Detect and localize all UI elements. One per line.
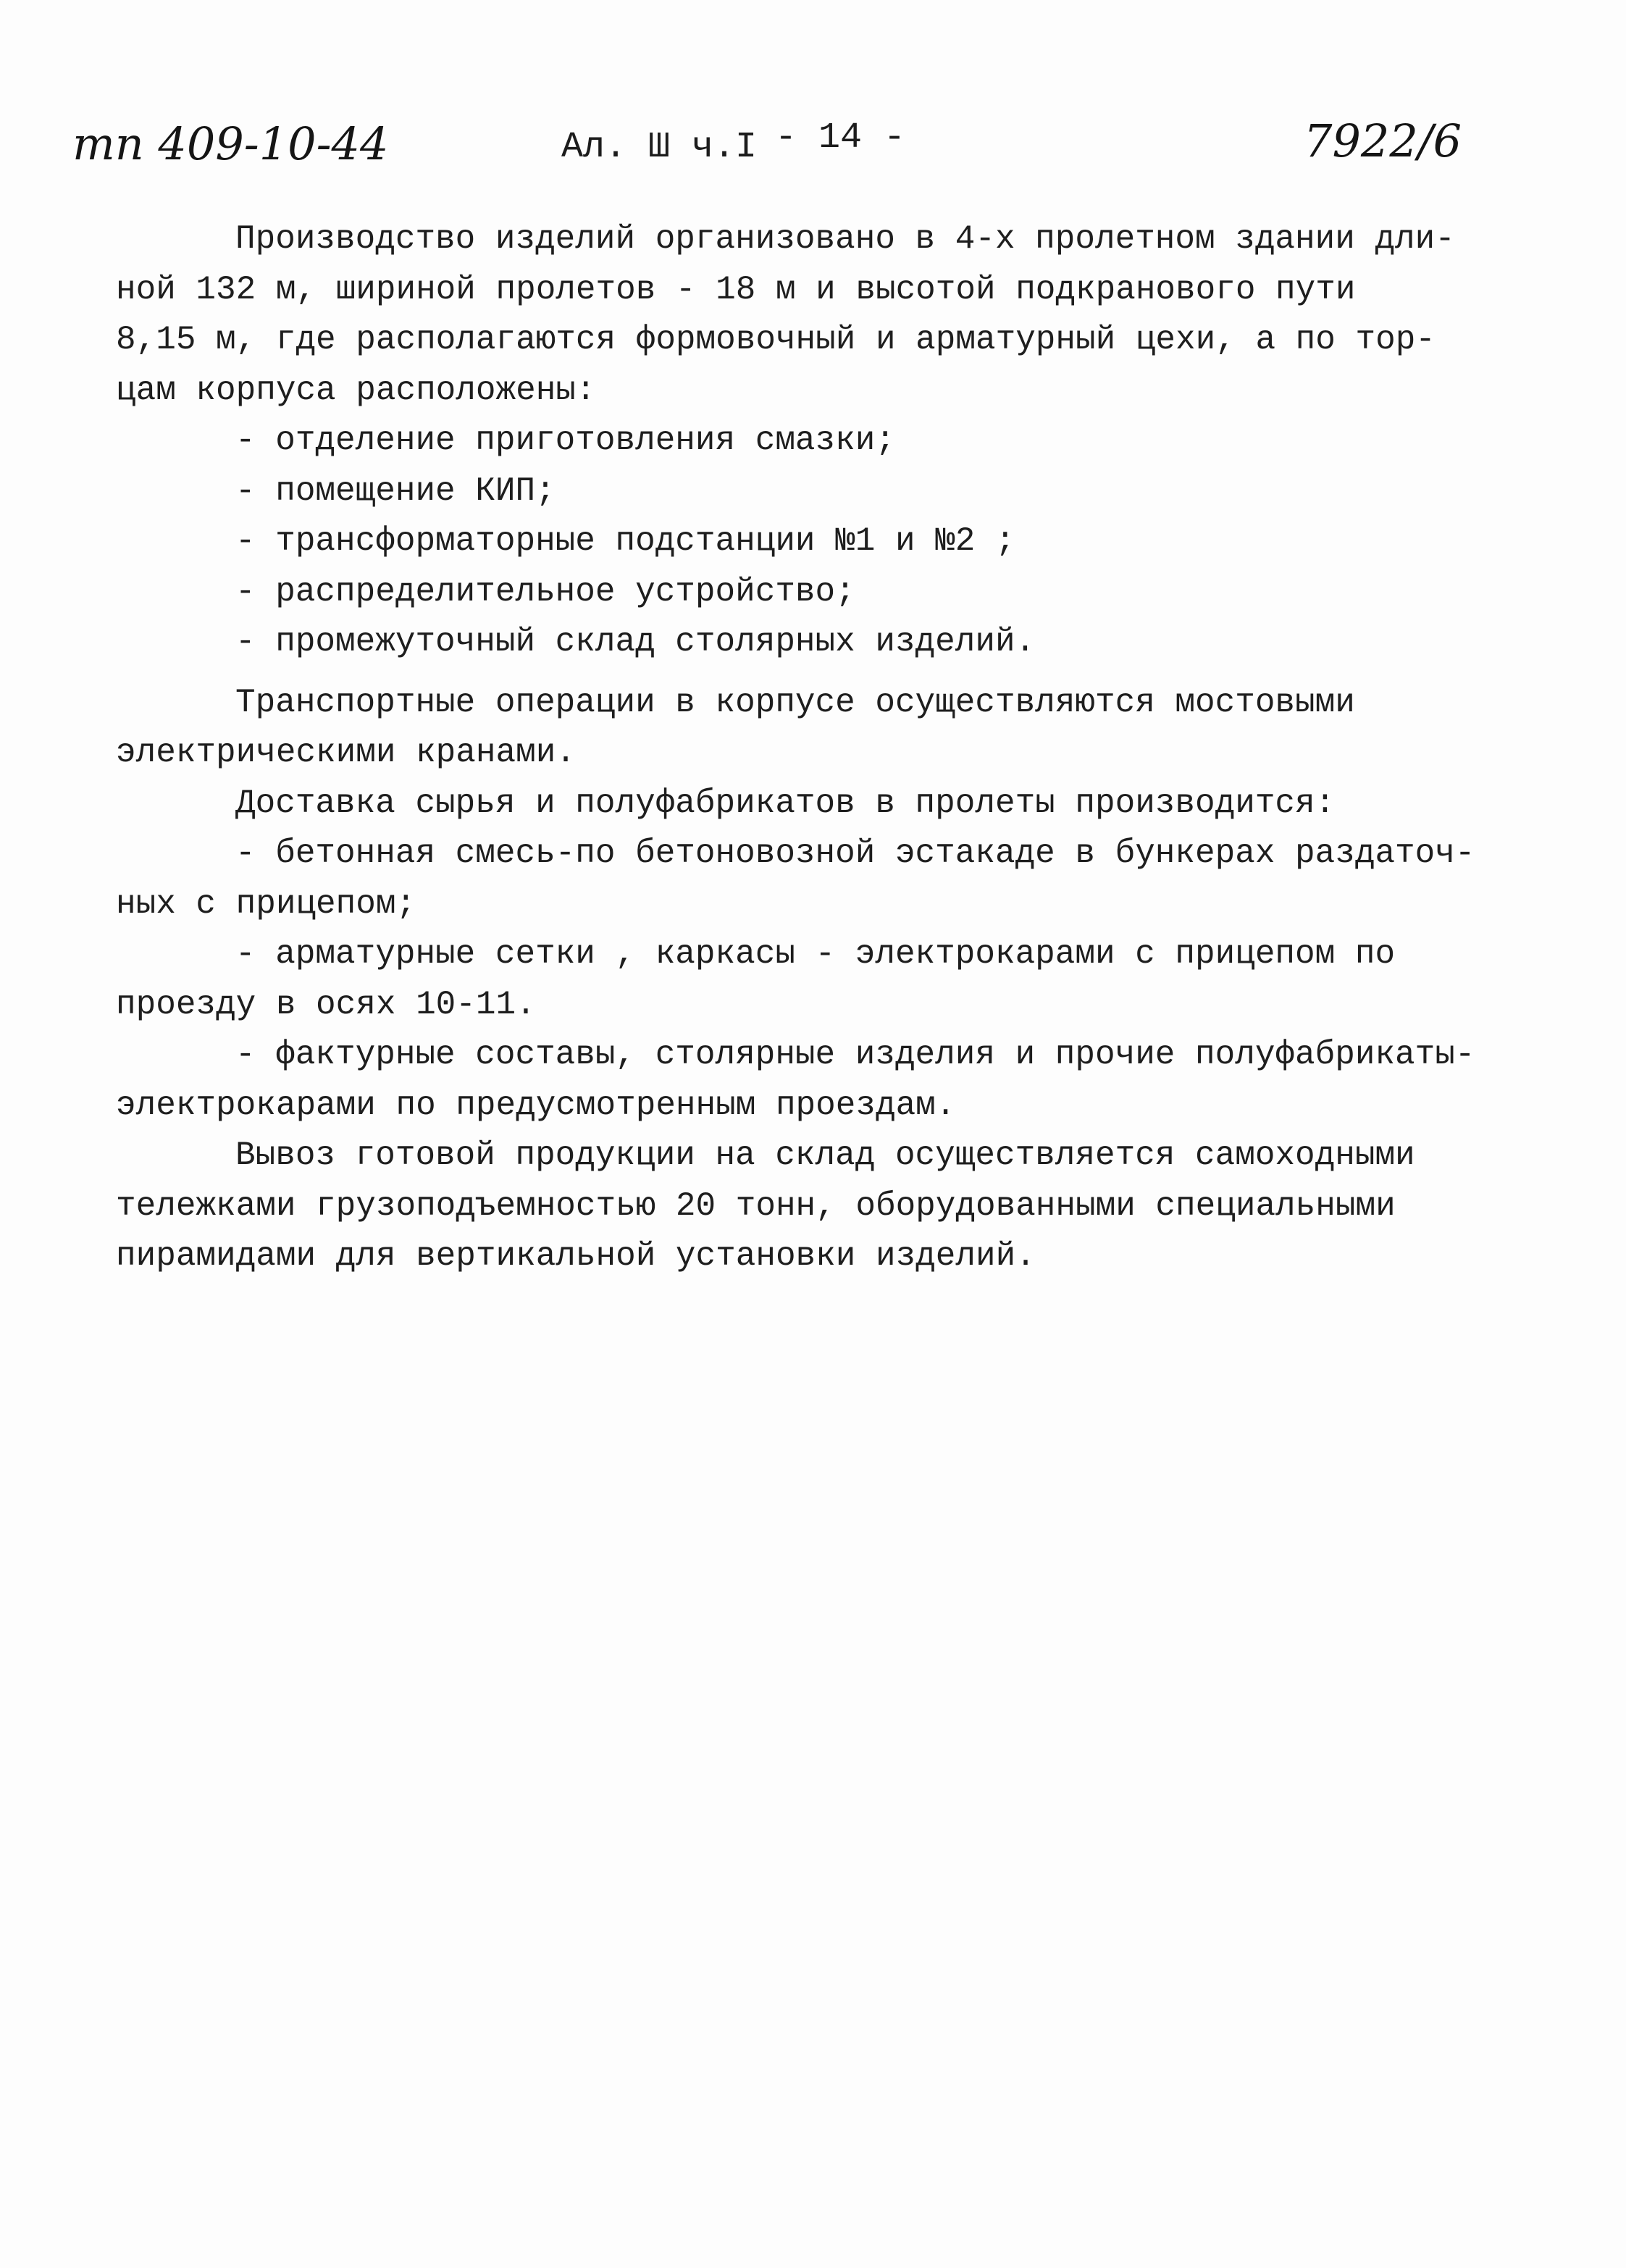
text-line: цам корпуса расположены: bbox=[116, 371, 596, 409]
text-line: электрическими кранами. bbox=[116, 734, 576, 771]
list-item: - бетонная смесь-по бетоновозной эстакаде в бункерах раздаточ- bbox=[235, 834, 1475, 872]
text-line: 8,15 м, где располагаются формовочный и арматурный цехи, а по тор- bbox=[116, 321, 1436, 359]
body-text bbox=[116, 214, 1535, 1282]
handwritten-doc-code: тп 409-10-44 bbox=[72, 117, 389, 170]
text-line: Транспортные операции в корпусе осуществляются мостовыми bbox=[235, 683, 1355, 721]
text-line: ной 132 м, шириной пролетов - 18 м и высотой подкранового пути bbox=[116, 270, 1356, 309]
album-reference: Ал. Ш ч.I bbox=[561, 127, 758, 168]
paragraph-delivery bbox=[116, 779, 1535, 1131]
paragraph-export bbox=[116, 1131, 1535, 1282]
text-line: Вывоз готовой продукции на склад осуществляется самоходными bbox=[235, 1137, 1415, 1174]
text-line: проезду в осях 10-11. bbox=[116, 985, 536, 1024]
paragraph-production bbox=[116, 214, 1535, 416]
list-item: - фактурные составы, столярные изделия и прочие полуфабрикаты- bbox=[235, 1036, 1475, 1074]
list-item: - отделение приготовления смазки; bbox=[235, 422, 895, 459]
list-item: - промежуточный склад столярных изделий. bbox=[235, 623, 1036, 661]
list-item: - трансформаторные подстанции №1 и №2 ; bbox=[235, 522, 1015, 560]
handwritten-doc-number: 7922/6 bbox=[1304, 114, 1462, 167]
text-line: ных с прицепом; bbox=[116, 884, 416, 923]
list-premises bbox=[116, 416, 1535, 668]
page-number: - 14 - bbox=[775, 117, 906, 159]
text-line: электрокарами по предусмотренным проездам. bbox=[116, 1086, 956, 1124]
list-item: - помещение КИП; bbox=[235, 472, 556, 510]
list-item: - арматурные сетки , каркасы - электрокарами с прицепом по bbox=[235, 935, 1396, 973]
list-item: - распределительное устройство; bbox=[235, 572, 855, 611]
text-line: тележками грузоподъемностью 20 тонн, оборудованными специальными bbox=[116, 1187, 1396, 1225]
text-line: Производство изделий организовано в 4-х пролетном здании дли- bbox=[235, 220, 1455, 258]
text-line: пирамидами для вертикальной установки изделий. bbox=[116, 1237, 1036, 1275]
text-line: Доставка сырья и полуфабрикатов в пролеты производится: bbox=[235, 784, 1336, 822]
paragraph-transport bbox=[116, 678, 1535, 779]
